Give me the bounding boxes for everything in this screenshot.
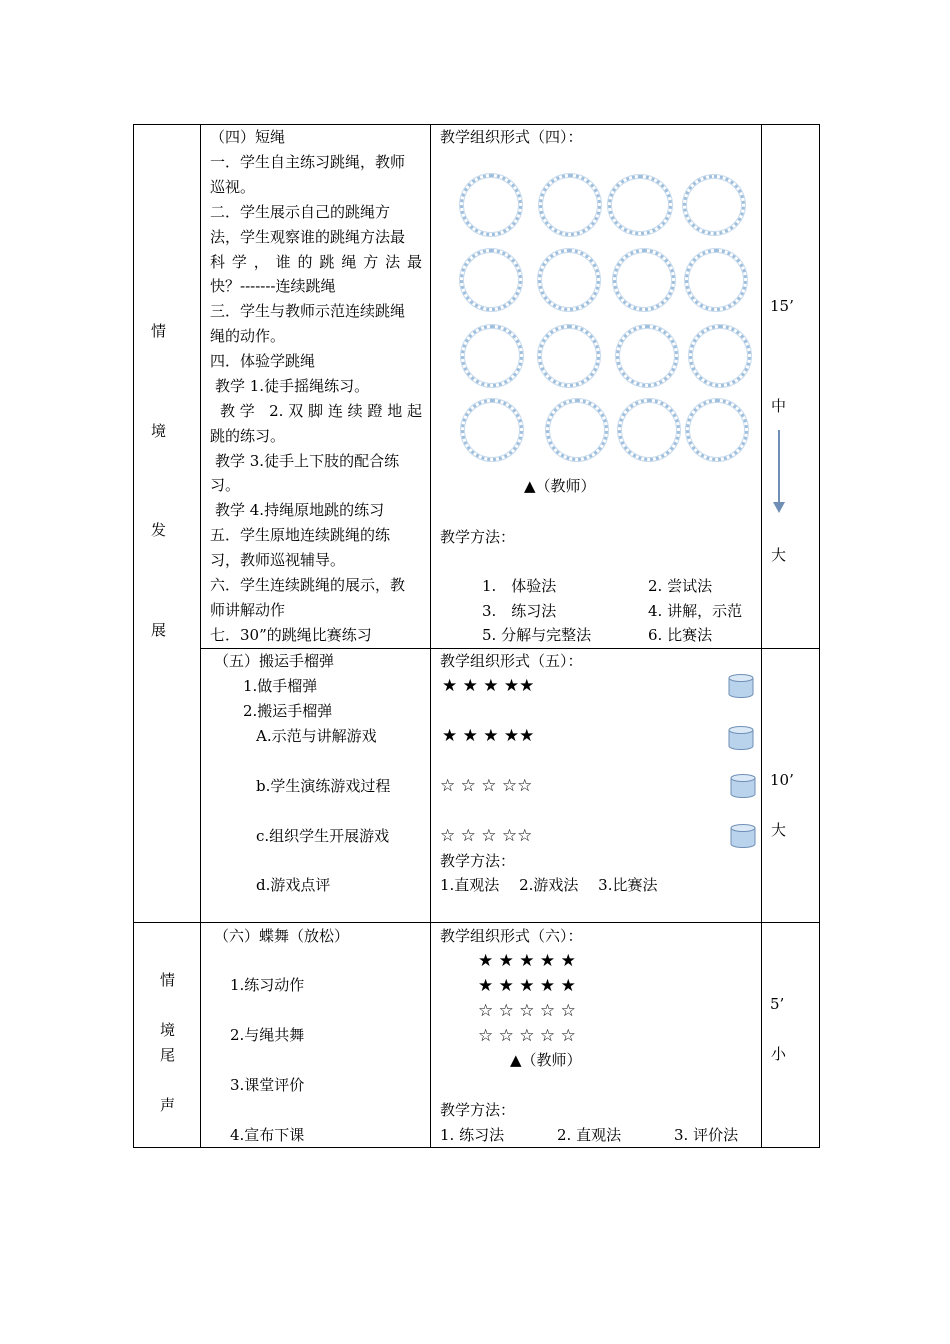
stage-char: 情 [160,971,176,989]
rope-circle-icon [608,175,672,235]
student-row-filled: ★ ★ ★ ★★ [442,676,535,696]
grenade-container-icon [728,726,754,750]
content-line: c.组织学生开展游戏 [256,827,390,845]
student-row-filled: ★ ★ ★ ★ ★ [478,951,576,971]
method-item: 6. 比赛法 [648,626,713,644]
method-item: 5. 分解与完整法 [482,626,592,644]
content-line: 4.宣布下课 [230,1126,305,1144]
row-divider-1 [200,648,820,649]
intensity-value: 大 [771,821,787,839]
stage-char: 情 [151,322,167,340]
content-line: 教学 4.持绳原地跳的练习 [215,501,385,519]
grenade-container-icon [730,824,756,848]
time-value: 10’ [770,771,794,789]
col-divider-2 [430,124,431,1148]
teacher-position-label: ▲（教师） [524,477,596,495]
intensity-arrow-icon [778,430,780,502]
table-border-top [133,124,820,125]
rope-circle-icon [460,249,522,311]
org-title: 教学组织形式（四）： [440,128,583,146]
section-title: （五）搬运手榴弹 [214,652,335,670]
grenade-container-icon [728,674,754,698]
method-title: 教学方法： [440,852,516,870]
teacher-position-label: ▲（教师） [510,1051,582,1069]
rope-circle-icon [689,325,751,387]
rope-circle-icon [618,399,680,461]
rope-circle-icon [685,249,747,311]
col-divider-3 [761,124,762,1148]
student-row-outline: ☆ ☆ ☆ ☆ ☆ [478,1001,576,1021]
content-line: 三．学生与教师示范连续跳绳 [210,302,406,320]
content-line: A.示范与讲解游戏 [256,727,377,745]
grenade-container-icon [730,774,756,798]
table-border-bottom [133,1147,820,1148]
content-line: 2.与绳共舞 [230,1026,305,1044]
intensity-value: 小 [771,1045,787,1063]
student-row-filled: ★ ★ ★ ★★ [442,726,535,746]
intensity-start: 中 [771,397,787,415]
content-line: d.游戏点评 [256,876,331,894]
stage-char: 展 [151,621,167,639]
stage-char: 声 [160,1096,176,1114]
intensity-end: 大 [771,546,787,564]
col-divider-1 [200,124,201,1148]
method-list: 1.直观法 2.游戏法 3.比赛法 [440,876,658,894]
method-item: 2. 尝试法 [648,577,713,595]
student-row-outline: ☆ ☆ ☆ ☆ ☆ [478,1026,576,1046]
content-line: 1.做手榴弹 [243,677,318,695]
method-title: 教学方法： [440,1101,516,1119]
section-title: （四）短绳 [210,128,286,146]
rope-circle-icon [538,249,600,311]
rope-circle-icon [461,325,523,387]
content-line: 2.搬运手榴弹 [243,702,333,720]
row-divider-2 [133,922,820,923]
stage-char: 发 [151,521,167,539]
stage-char: 境 [160,1021,176,1039]
content-line: 五．学生原地连续跳绳的练 [210,526,391,544]
content-line: 教学 3.徒手上下肢的配合练 [215,452,400,470]
rope-circle-icon [683,175,745,235]
rope-circle-icon [539,174,601,236]
content-line: 法，学生观察谁的跳绳方法最 [210,228,406,246]
content-line: 快？-------连续跳绳 [210,277,336,295]
student-row-outline: ☆ ☆ ☆ ☆☆ [440,826,533,846]
method-item: 3. 评价法 [674,1126,739,1144]
content-line: 跳的练习。 [210,427,286,445]
content-line: 习，教师巡视辅导。 [210,551,346,569]
content-line: 二．学生展示自己的跳绳方 [210,203,391,221]
content-line: 3.课堂评价 [230,1076,305,1094]
student-row-filled: ★ ★ ★ ★ ★ [478,976,576,996]
content-line: b.学生演练游戏过程 [256,777,391,795]
content-line: 巡视。 [210,178,256,196]
method-item: 2. 直观法 [557,1126,622,1144]
stage-char: 境 [151,422,167,440]
org-title: 教学组织形式（五）： [440,652,583,670]
rope-circle-icon [538,325,600,387]
rope-circle-icon [461,399,523,461]
content-line: 习。 [210,476,241,494]
method-item: 3. 练习法 [482,602,557,620]
rope-circle-icon [460,174,522,236]
rope-circle-icon [686,399,748,461]
rope-circle-icon [616,325,678,387]
section-title: （六）蝶舞（放松） [214,927,350,945]
stage-char: 尾 [160,1046,176,1064]
method-item: 1. 体验法 [482,577,557,595]
method-item: 4. 讲解，示范 [648,602,743,620]
content-line: 师讲解动作 [210,601,286,619]
time-value: 15’ [770,297,794,315]
content-line: 七．30”的跳绳比赛练习 [210,626,372,644]
content-line: 教学 2.双脚连续蹬地起 [220,402,422,420]
content-line: 一．学生自主练习跳绳，教师 [210,153,406,171]
rope-circle-icon [613,249,675,311]
content-line: 教学 1.徒手摇绳练习。 [215,377,370,395]
content-line: 四．体验学跳绳 [210,352,316,370]
content-line: 绳的动作。 [210,327,286,345]
time-value: 5’ [770,995,785,1013]
rope-circle-icon [546,399,608,461]
student-row-outline: ☆ ☆ ☆ ☆☆ [440,776,533,796]
table-border-right [819,124,820,1148]
content-line: 六．学生连续跳绳的展示，教 [210,576,406,594]
arrow-down-icon [773,502,785,513]
method-title: 教学方法： [440,528,516,546]
table-border-left [133,124,134,1148]
org-title: 教学组织形式（六）： [440,927,583,945]
content-line: 1.练习动作 [230,976,305,994]
content-line: 科学，谁的跳绳方法最 [210,253,422,271]
method-item: 1. 练习法 [440,1126,505,1144]
